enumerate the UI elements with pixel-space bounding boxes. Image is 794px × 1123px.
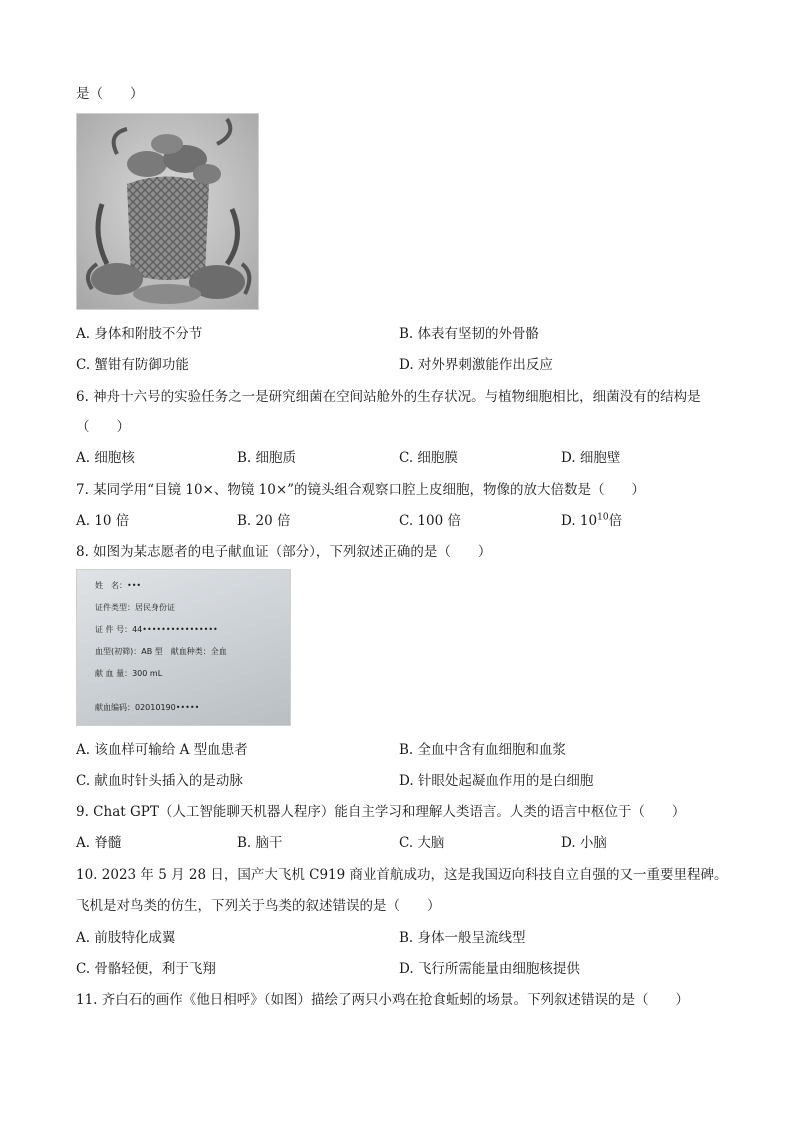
question-5-tail: 是（ ） xyxy=(76,86,144,102)
q5-option-c: C. 蟹钳有防御功能 xyxy=(76,357,189,373)
q7-option-c: C. 100 倍 xyxy=(399,513,461,529)
question-7-text: 7. 某同学用“目镜 10×、物镜 10×”的镜头组合观察口腔上皮细胞，物像的放大倍数是（ ） xyxy=(76,482,646,498)
q7-option-b: B. 20 倍 xyxy=(237,513,291,529)
q7-option-d-unit: 倍 xyxy=(608,513,623,529)
question-6-text: 6. 神舟十六号的实验任务之一是研究细菌在空间站舱外的生存状况。与植物细胞相比，细菌没有的结构是 xyxy=(76,389,701,405)
q5-option-d: D. 对外界刺激能作出反应 xyxy=(399,357,553,373)
q7-option-a: A. 10 倍 xyxy=(76,513,130,529)
crab-sculpture-illustration xyxy=(77,114,258,309)
q5-option-b: B. 体表有坚韧的外骨骼 xyxy=(399,326,540,342)
q8-option-b: B. 全血中含有血细胞和血浆 xyxy=(399,742,567,758)
q10-option-d: D. 飞行所需能量由细胞核提供 xyxy=(399,961,580,977)
q8-option-a: A. 该血样可输给 A 型血患者 xyxy=(76,742,248,758)
question-8-text: 8. 如图为某志愿者的电子献血证（部分），下列叙述正确的是（ ） xyxy=(76,544,492,560)
card-id-number: 证 件 号：44•••••••••••••••• xyxy=(95,625,218,634)
card-name: 姓 名：••• xyxy=(95,581,142,590)
card-blood-type: 血型(初筛)：AB 型 献血种类：全血 xyxy=(95,647,227,656)
question-10-text-line2: 飞机是对鸟类的仿生，下列关于鸟类的叙述错误的是（ ） xyxy=(76,898,441,914)
q9-option-a: A. 脊髓 xyxy=(76,835,122,851)
q6-option-c: C. 细胞膜 xyxy=(399,450,458,466)
q7-option-d-exponent: 10 xyxy=(597,512,609,523)
card-amount: 献 血 量：300 mL xyxy=(95,669,163,678)
q9-option-b: B. 脑干 xyxy=(237,835,283,851)
crab-sculpture-photo xyxy=(76,113,259,310)
card-code: 献血编码：02010190••••• xyxy=(95,703,200,712)
q5-option-a: A. 身体和附肢不分节 xyxy=(76,326,203,342)
q10-option-b: B. 身体一般呈流线型 xyxy=(399,930,526,946)
q9-option-d: D. 小脑 xyxy=(561,835,607,851)
q6-option-d: D. 细胞壁 xyxy=(561,450,621,466)
q7-option-d-base: D. 10 xyxy=(561,513,598,529)
q9-option-c: C. 大脑 xyxy=(399,835,445,851)
question-11-text: 11. 齐白石的画作《他日相呼》（如图）描绘了两只小鸡在抢食蚯蚓的场景。下列叙述错误的是（ ） xyxy=(76,992,690,1008)
blood-donation-certificate-photo xyxy=(76,569,291,726)
question-9-text: 9. Chat GPT（人工智能聊天机器人程序）能自主学习和理解人类语言。人类的语言中枢位于（ ） xyxy=(76,804,686,820)
q6-option-a: A. 细胞核 xyxy=(76,450,135,466)
q8-option-d: D. 针眼处起凝血作用的是白细胞 xyxy=(399,773,594,789)
card-id-type: 证件类型：居民身份证 xyxy=(95,603,175,612)
q6-option-b: B. 细胞质 xyxy=(237,450,297,466)
q10-option-c: C. 骨骼轻便，利于飞翔 xyxy=(76,961,216,977)
q8-option-c: C. 献血时针头插入的是动脉 xyxy=(76,773,243,789)
q7-option-d xyxy=(561,509,622,529)
question-10-text-line1: 10. 2023 年 5 月 28 日，国产大飞机 C919 商业首航成功，这是我国迈向科技自立自强的又一重要里程碑。 xyxy=(76,867,728,883)
q10-option-a: A. 前肢特化成翼 xyxy=(76,930,176,946)
question-6-bracket: （ ） xyxy=(76,419,130,435)
